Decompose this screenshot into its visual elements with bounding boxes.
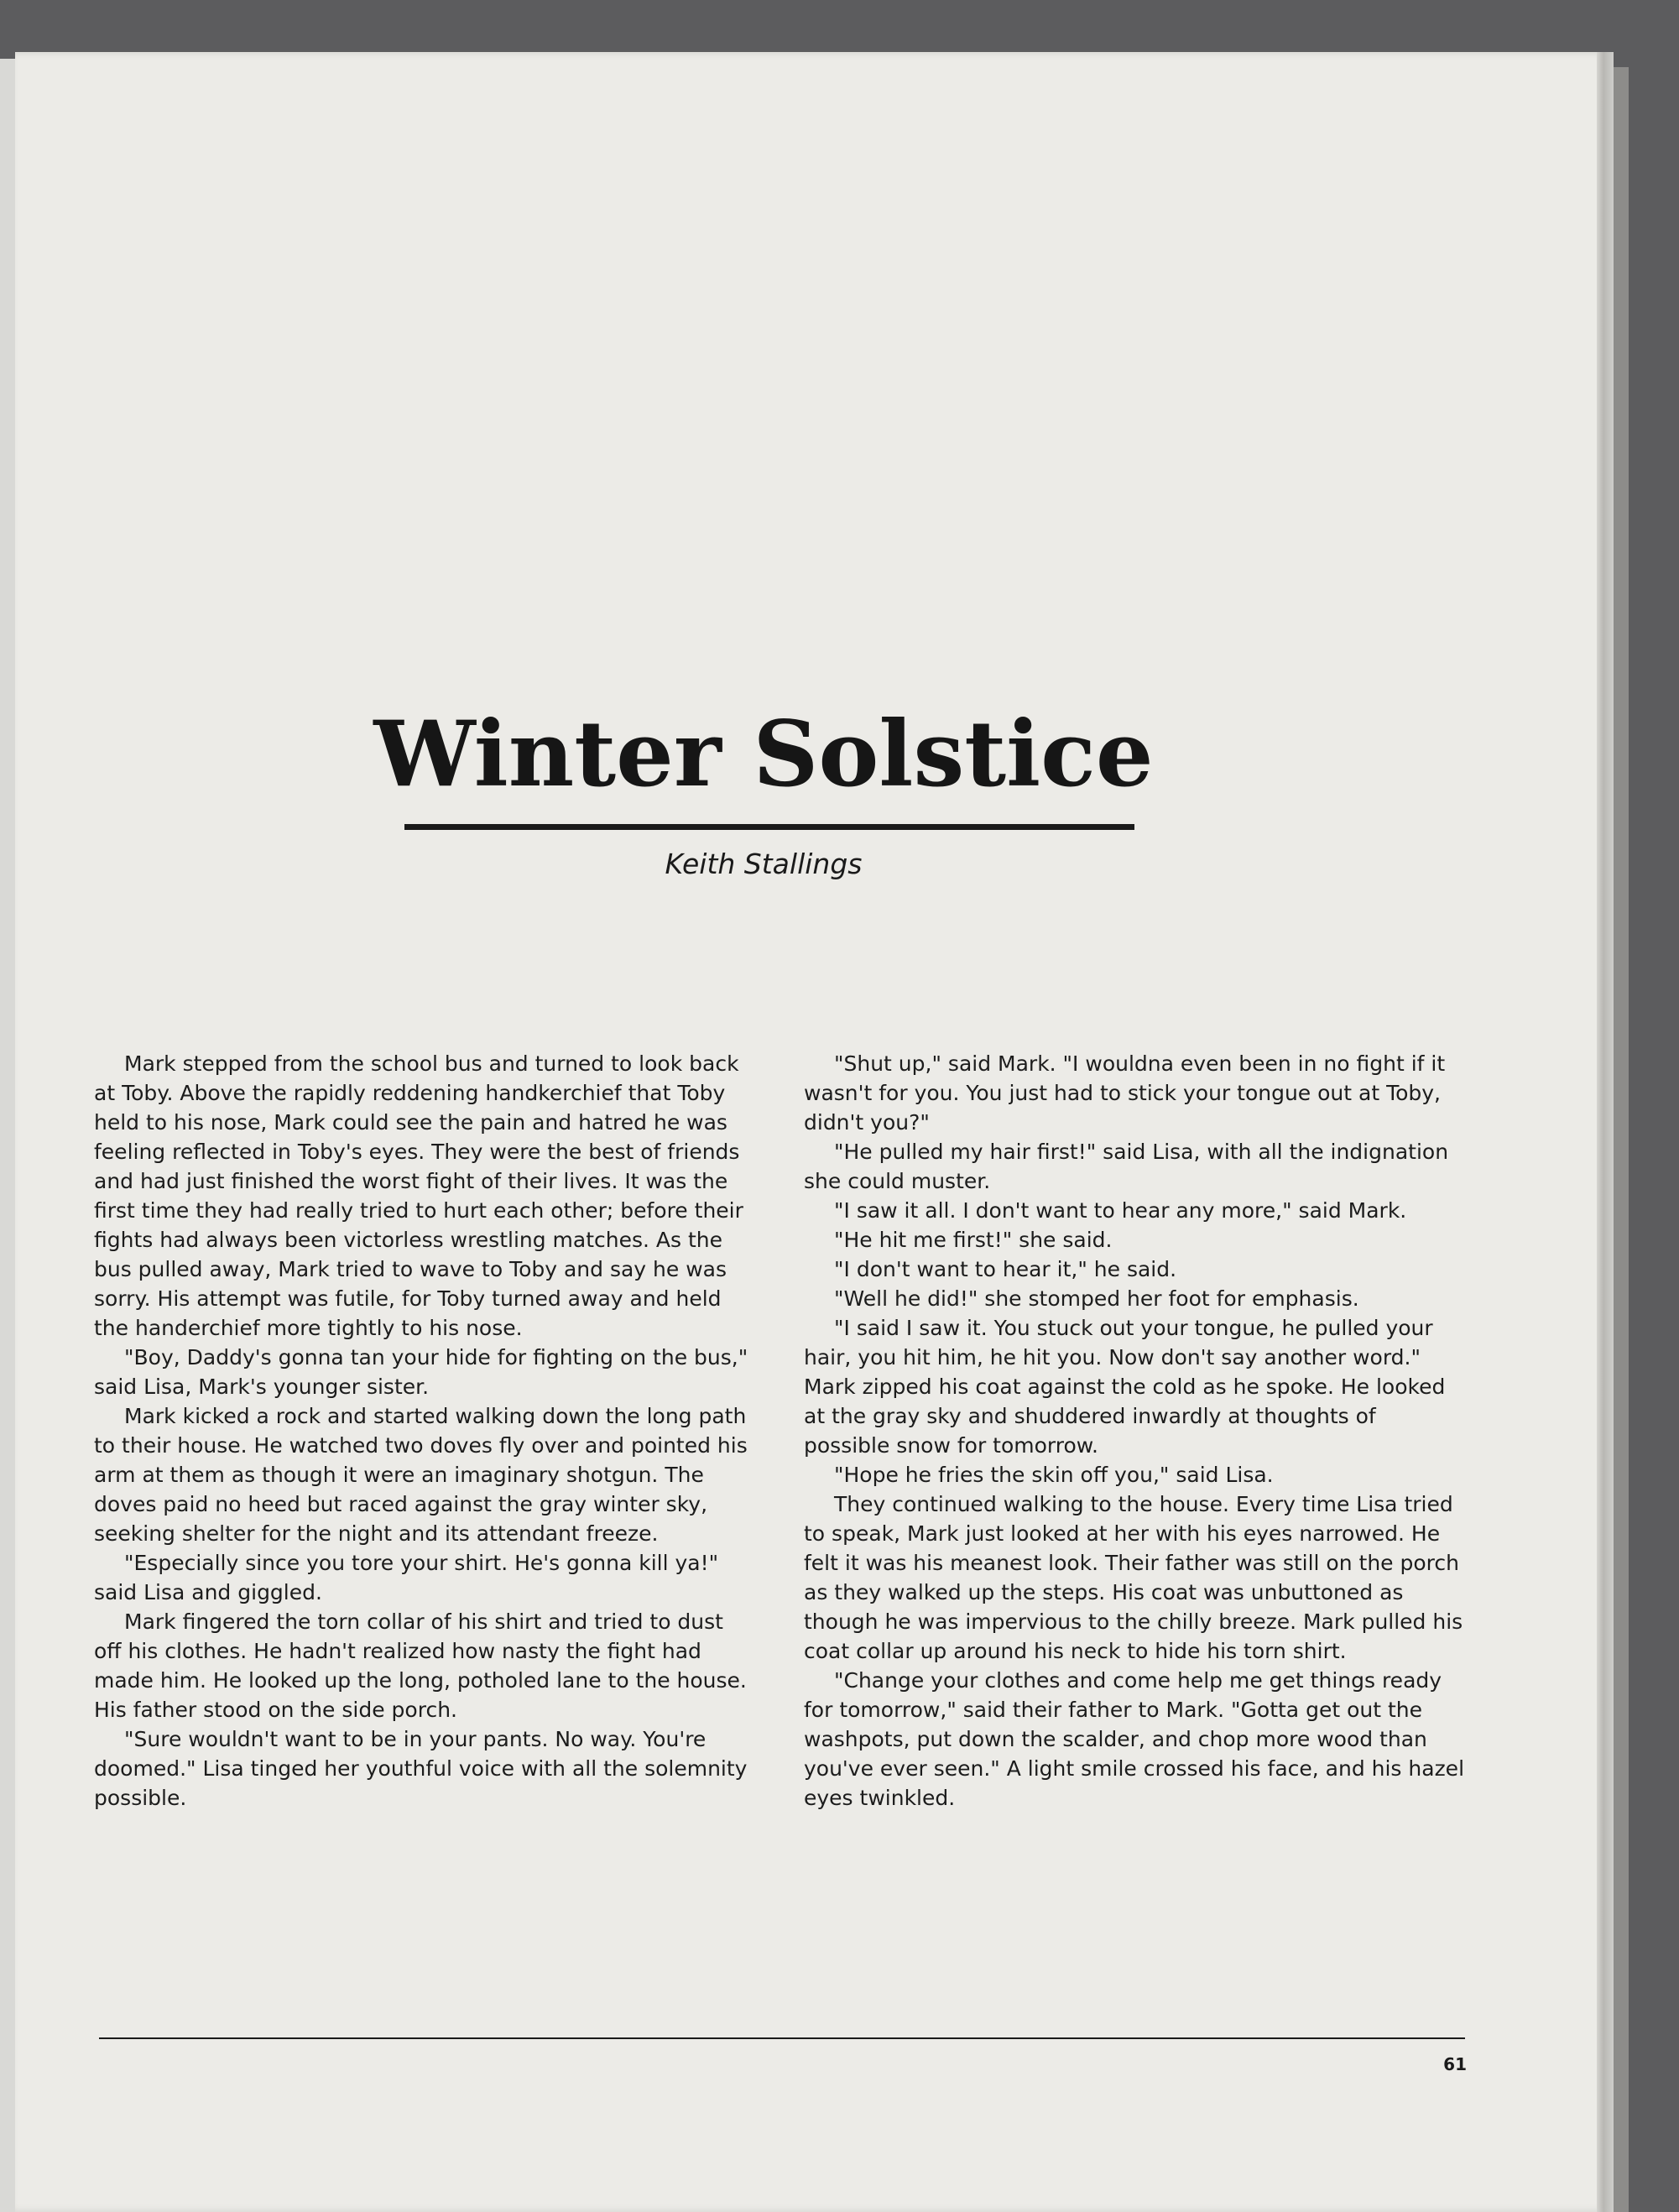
paragraph: "He hit me first!" she said. <box>834 1228 1113 1252</box>
paragraph: "Boy, Daddy's gonna tan your hide for fighting on the bus," said Lisa, Mark's younger sister. <box>94 1345 748 1399</box>
paragraph: "He pulled my hair first!" said Lisa, with all the indignation she could muster. <box>804 1140 1449 1193</box>
paragraph: Mark kicked a rock and started walking down the long path to their house. He watched two doves fly over and pointed his arm at them as though it were an imaginary shotgun. The doves paid no heed but raced against the gray winter sky, seeking shelter for the night and its attendant freeze. <box>94 1404 748 1546</box>
title-rule <box>404 824 1134 830</box>
paragraph: "I saw it all. I don't want to hear any more," said Mark. <box>834 1198 1407 1223</box>
page-number: 61 <box>1443 2054 1467 2074</box>
footer-rule <box>99 2037 1465 2039</box>
page-stack-shadow <box>1614 67 1629 2212</box>
left-page-edge <box>0 59 15 2212</box>
paragraph: "I said I saw it. You stuck out your tongue, he pulled your hair, you hit him, he hit you. Now don't say another word." Mark zipped his coat against the cold as he spoke. He looked at the gray sky and shuddered inwardly at thoughts of possible snow for tomorrow. <box>804 1316 1446 1458</box>
text-column-left <box>94 1049 757 1813</box>
paragraph: "I don't want to hear it," he said. <box>834 1257 1177 1281</box>
paragraph: Mark fingered the torn collar of his shirt and tried to dust off his clothes. He hadn't realized how nasty the fight had made him. He looked up the long, potholed lane to the house. His father stood on the side porch. <box>94 1609 747 1722</box>
article-title: Winter Solstice <box>373 702 1154 807</box>
paragraph: "Especially since you tore your shirt. He's gonna kill ya!" said Lisa and giggled. <box>94 1551 719 1604</box>
paragraph: "Hope he fries the skin off you," said Lisa. <box>834 1463 1274 1487</box>
text-column-right <box>804 1049 1467 1813</box>
page-stack-edge <box>1597 52 1614 2212</box>
paragraph: "Well he did!" she stomped her foot for emphasis. <box>834 1286 1359 1311</box>
paragraph: "Sure wouldn't want to be in your pants. No way. You're doomed." Lisa tinged her youthful voice with all the solemnity possible. <box>94 1727 748 1810</box>
article-byline: Keith Stallings <box>665 848 863 880</box>
paragraph: They continued walking to the house. Every time Lisa tried to speak, Mark just looked at her with his eyes narrowed. He felt it was his meanest look. Their father was still on the porch as they walked up the steps. His coat was unbuttoned as though he was impervious to the chilly breeze. Mark pulled his coat collar up around his neck to hide his torn shirt. <box>804 1492 1463 1663</box>
paragraph: "Change your clothes and come help me get things ready for tomorrow," said their father to Mark. "Gotta get out the washpots, put down the scalder, and chop more wood than you've ever seen." A light smile crossed his face, and his hazel eyes twinkled. <box>804 1668 1465 1810</box>
paragraph: "Shut up," said Mark. "I wouldna even been in no fight if it wasn't for you. You just had to stick your tongue out at Toby, didn't you?" <box>804 1051 1446 1135</box>
paragraph: Mark stepped from the school bus and turned to look back at Toby. Above the rapidly reddening handkerchief that Toby held to his nose, Mark could see the pain and hatred he was feeling reflected in Toby's eyes. They were the best of friends and had just finished the worst fight of their lives. It was the first time they had really tried to hurt each other; before their fights had always been victorless wrestling matches. As the bus pulled away, Mark tried to wave to Toby and say he was sorry. His attempt was futile, for Toby turned away and held the handerchief more tightly to his nose. <box>94 1051 743 1340</box>
